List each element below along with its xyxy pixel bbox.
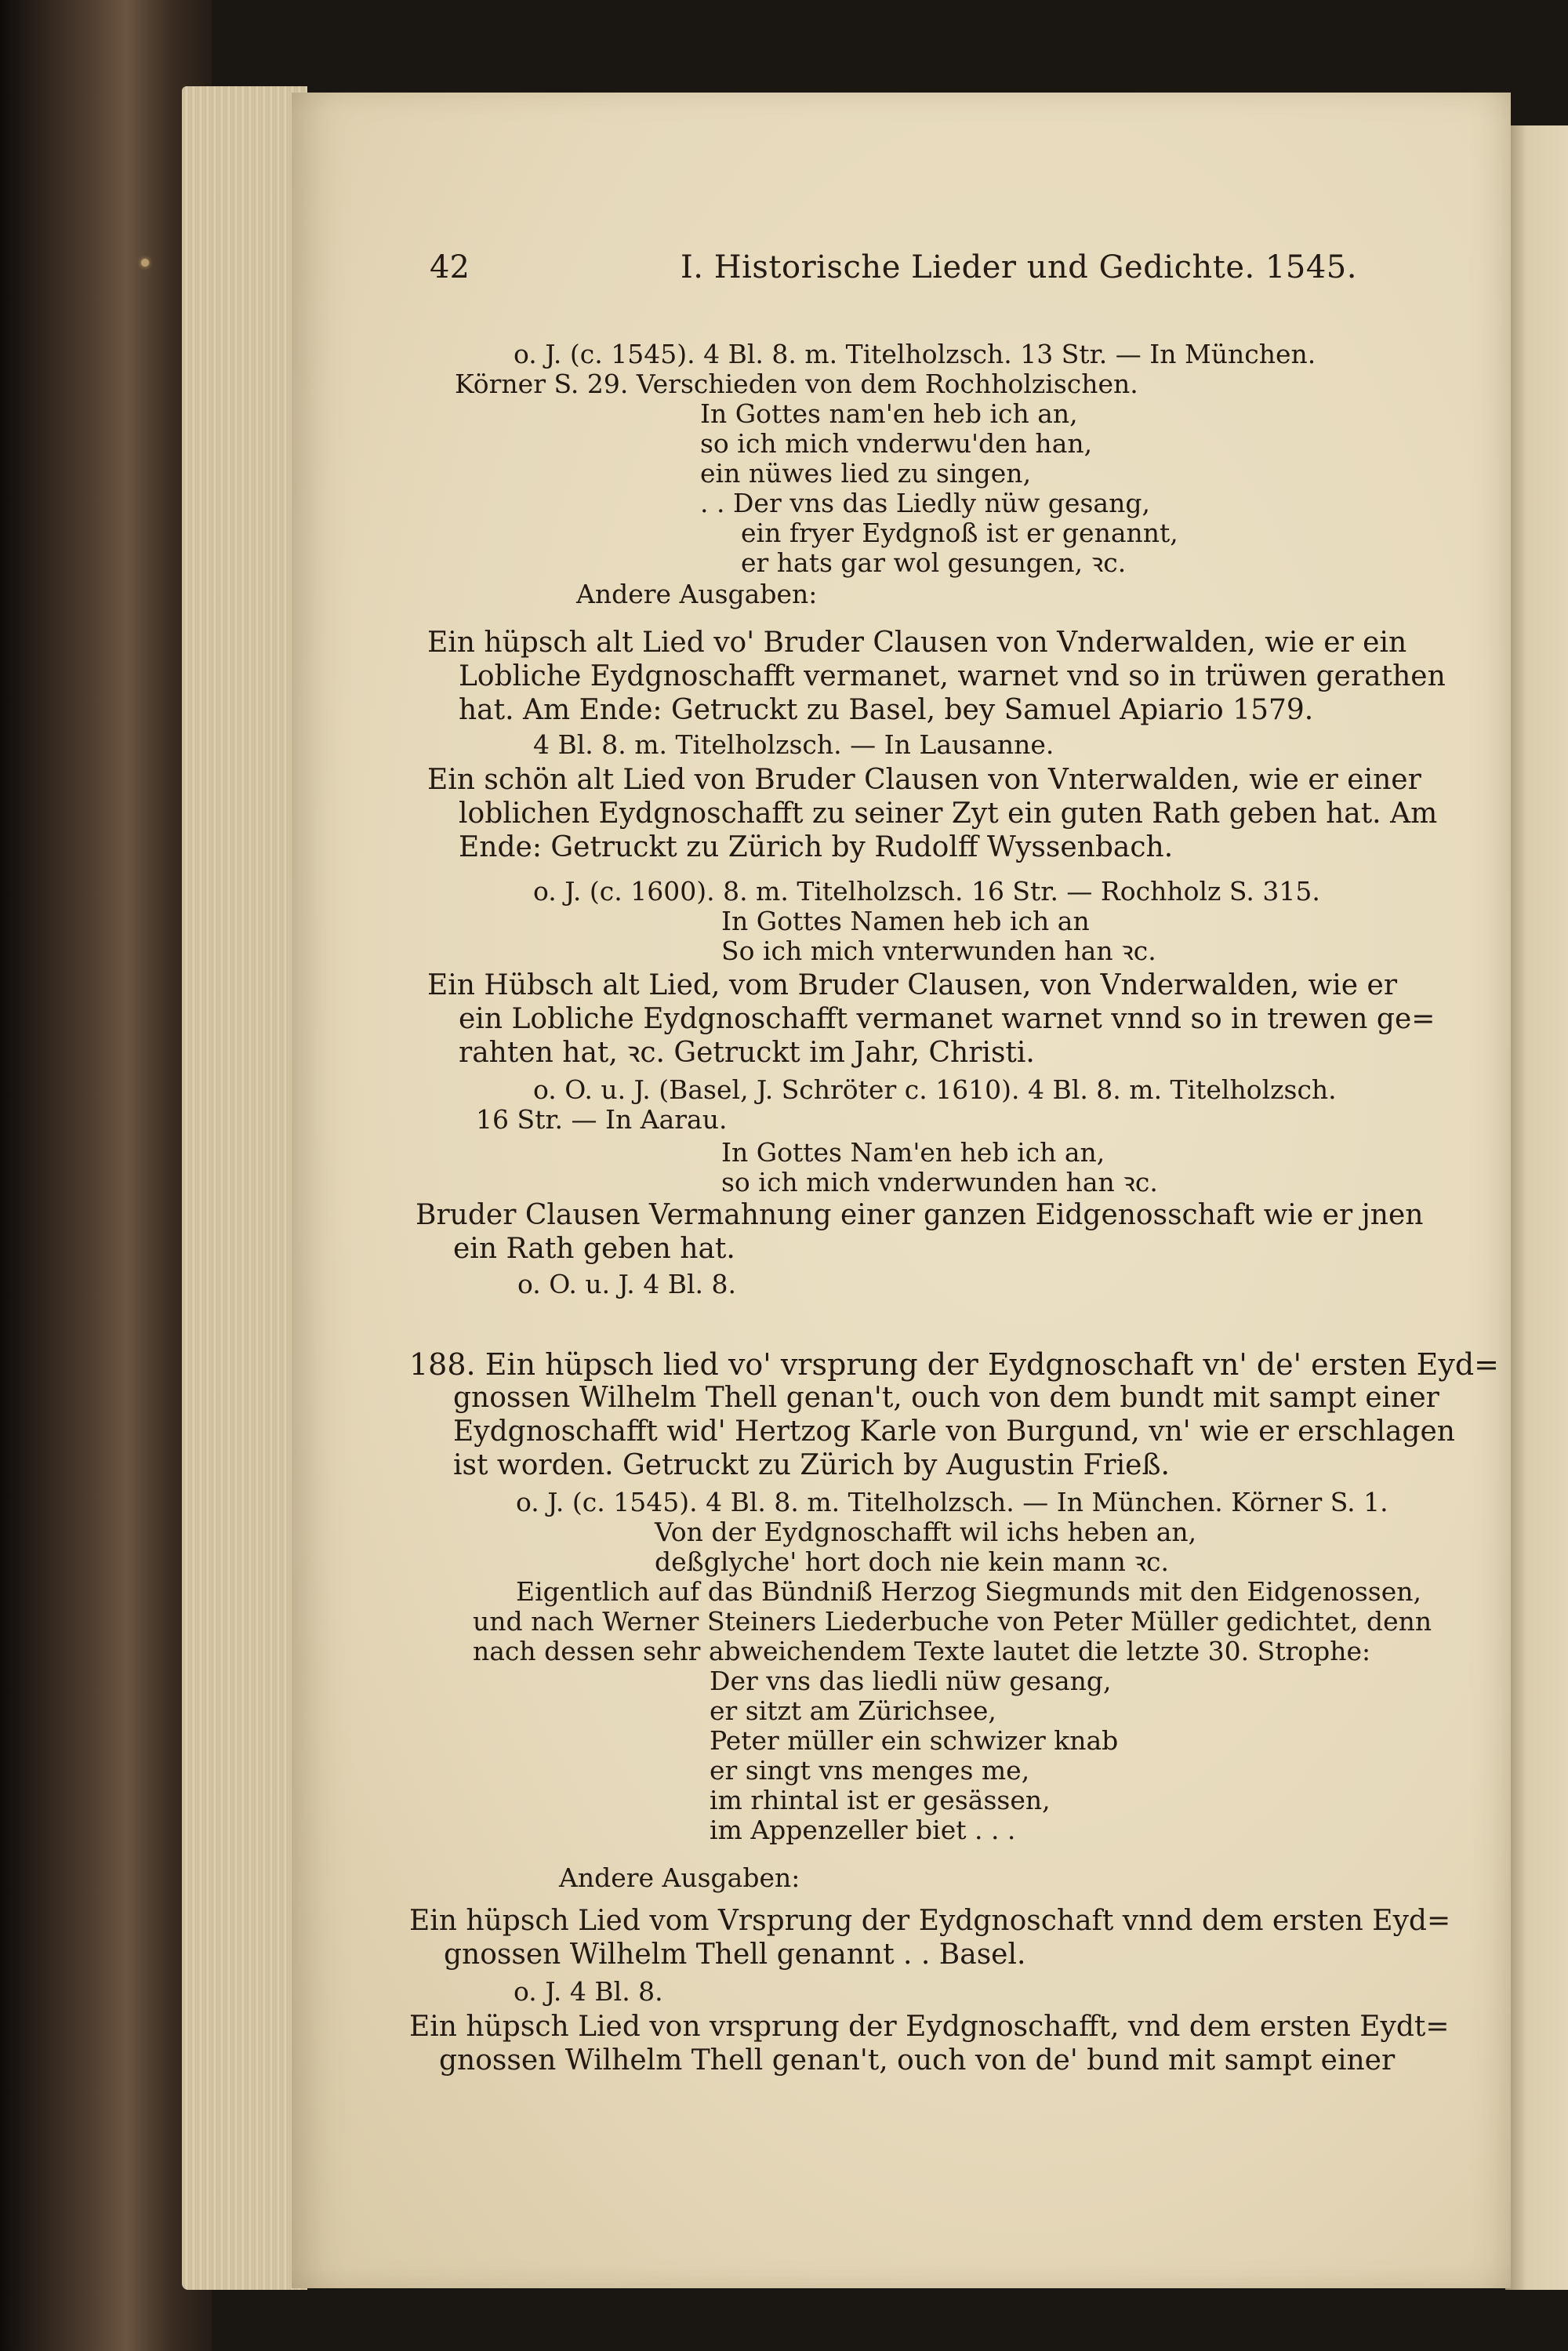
text-line: Lobliche Eydgnoschafft vermanet, warnet vnd so in trüwen gerathen bbox=[459, 660, 1446, 692]
text-line: gnossen Wilhelm Thell genannt . . Basel. bbox=[444, 1939, 1026, 1971]
text-line: In Gottes Namen heb ich an bbox=[721, 906, 1090, 936]
text-line: ein fryer Eydgnoß ist er genannt, bbox=[741, 518, 1178, 548]
text-line: loblichen Eydgnoschafft zu seiner Zyt ein guten Rath geben hat. Am bbox=[459, 798, 1438, 830]
text-line: Ein hüpsch Lied von vrsprung der Eydgnoschafft, vnd dem ersten Eydt= bbox=[409, 2011, 1450, 2043]
text-line: 16 Str. — In Aarau. bbox=[476, 1104, 728, 1135]
text-line: gnossen Wilhelm Thell genan't, ouch von dem bundt mit sampt einer bbox=[453, 1382, 1439, 1414]
page-edges bbox=[182, 86, 307, 2290]
text-line: o. J. (c. 1545). 4 Bl. 8. m. Titelholzsch. — In München. Körner S. 1. bbox=[516, 1487, 1388, 1517]
text-line: Der vns das liedli nüw gesang, bbox=[710, 1666, 1112, 1696]
page-number: 42 bbox=[430, 249, 470, 285]
text-line: Bruder Clausen Vermahnung einer ganzen Eidgenosschaft wie er jnen bbox=[416, 1199, 1424, 1231]
text-line: In Gottes nam'en heb ich an, bbox=[700, 398, 1078, 429]
text-line: o. J. (c. 1545). 4 Bl. 8. m. Titelholzsch. 13 Str. — In München. bbox=[514, 339, 1316, 369]
text-line: Andere Ausgaben: bbox=[559, 1862, 800, 1893]
text-line: er singt vns menges me, bbox=[710, 1755, 1030, 1786]
text-line: o. O. u. J. (Basel, J. Schröter c. 1610). 4 Bl. 8. m. Titelholzsch. bbox=[533, 1074, 1337, 1105]
text-line: Andere Ausgaben: bbox=[576, 579, 818, 609]
text-line: so ich mich vnderwu'den han, bbox=[700, 428, 1093, 459]
book-binding bbox=[0, 0, 212, 2351]
text-line: Von der Eydgnoschafft wil ichs heben an, bbox=[655, 1517, 1197, 1547]
text-line: Ein schön alt Lied von Bruder Clausen von Vnterwalden, wie er einer bbox=[427, 764, 1421, 796]
text-line: 188. Ein hüpsch lied vo' vrsprung der Eydgnoschaft vn' de' ersten Eyd= bbox=[409, 1347, 1500, 1382]
running-header bbox=[430, 249, 1512, 296]
text-line: so ich mich vnderwunden han ꝛc. bbox=[721, 1167, 1158, 1197]
text-line: So ich mich vnterwunden han ꝛc. bbox=[721, 936, 1156, 966]
text-line: Körner S. 29. Verschieden von dem Rochholzischen. bbox=[455, 369, 1138, 399]
text-line: Ende: Getruckt zu Zürich by Rudolff Wyssenbach. bbox=[459, 831, 1174, 863]
text-line: Eigentlich auf das Bündniß Herzog Siegmunds mit den Eidgenossen, bbox=[516, 1576, 1422, 1607]
text-line: gnossen Wilhelm Thell genan't, ouch von de' bund mit sampt einer bbox=[439, 2044, 1396, 2077]
text-line: ein nüwes lied zu singen, bbox=[700, 458, 1032, 489]
text-line: und nach Werner Steiners Liederbuche von Peter Müller gedichtet, denn bbox=[473, 1606, 1432, 1637]
text-line: er hats gar wol gesungen, ꝛc. bbox=[741, 547, 1127, 578]
text-line: ein Lobliche Eydgnoschafft vermanet warnet vnnd so in trewen ge= bbox=[459, 1003, 1436, 1035]
text-line: Eydgnoschafft wid' Hertzog Karle von Burgund, vn' wie er erschlagen bbox=[453, 1415, 1455, 1448]
text-line: ist worden. Getruckt zu Zürich by Augustin Frieß. bbox=[453, 1449, 1170, 1481]
text-line: Ein hüpsch Lied vom Vrsprung der Eydgnoschaft vnnd dem ersten Eyd= bbox=[409, 1905, 1451, 1937]
text-line: nach dessen sehr abweichendem Texte lautet die letzte 30. Strophe: bbox=[473, 1636, 1371, 1666]
text-line: Peter müller ein schwizer knab bbox=[710, 1725, 1119, 1756]
text-line: In Gottes Nam'en heb ich an, bbox=[721, 1137, 1105, 1168]
text-line: er sitzt am Zürichsee, bbox=[710, 1695, 996, 1726]
facing-page-edge bbox=[1505, 125, 1568, 2290]
text-line: im rhintal ist er gesässen, bbox=[710, 1785, 1051, 1815]
text-line: deßglyche' hort doch nie kein mann ꝛc. bbox=[655, 1546, 1169, 1577]
text-line: . . Der vns das Liedly nüw gesang, bbox=[700, 488, 1150, 518]
text-line: o. J. (c. 1600). 8. m. Titelholzsch. 16 Str. — Rochholz S. 315. bbox=[533, 876, 1320, 907]
text-line: o. J. 4 Bl. 8. bbox=[514, 1976, 663, 2007]
text-line: im Appenzeller biet . . . bbox=[710, 1815, 1016, 1845]
text-line: Ein Hübsch alt Lied, vom Bruder Clausen, von Vnderwalden, wie er bbox=[427, 969, 1398, 1001]
binding-wear-mark bbox=[141, 259, 149, 267]
text-line: hat. Am Ende: Getruckt zu Basel, bey Samuel Apiario 1579. bbox=[459, 694, 1314, 726]
text-line: 4 Bl. 8. m. Titelholzsch. — In Lausanne. bbox=[533, 729, 1054, 760]
running-title: I. Historische Lieder und Gedichte. 1545. bbox=[681, 249, 1357, 285]
text-line: Ein hüpsch alt Lied vo' Bruder Clausen von Vnderwalden, wie er ein bbox=[427, 627, 1407, 659]
text-line: o. O. u. J. 4 Bl. 8. bbox=[517, 1269, 737, 1299]
text-line: ein Rath geben hat. bbox=[453, 1233, 735, 1265]
text-line: rahten hat, ꝛc. Getruckt im Jahr, Christi. bbox=[459, 1037, 1035, 1069]
